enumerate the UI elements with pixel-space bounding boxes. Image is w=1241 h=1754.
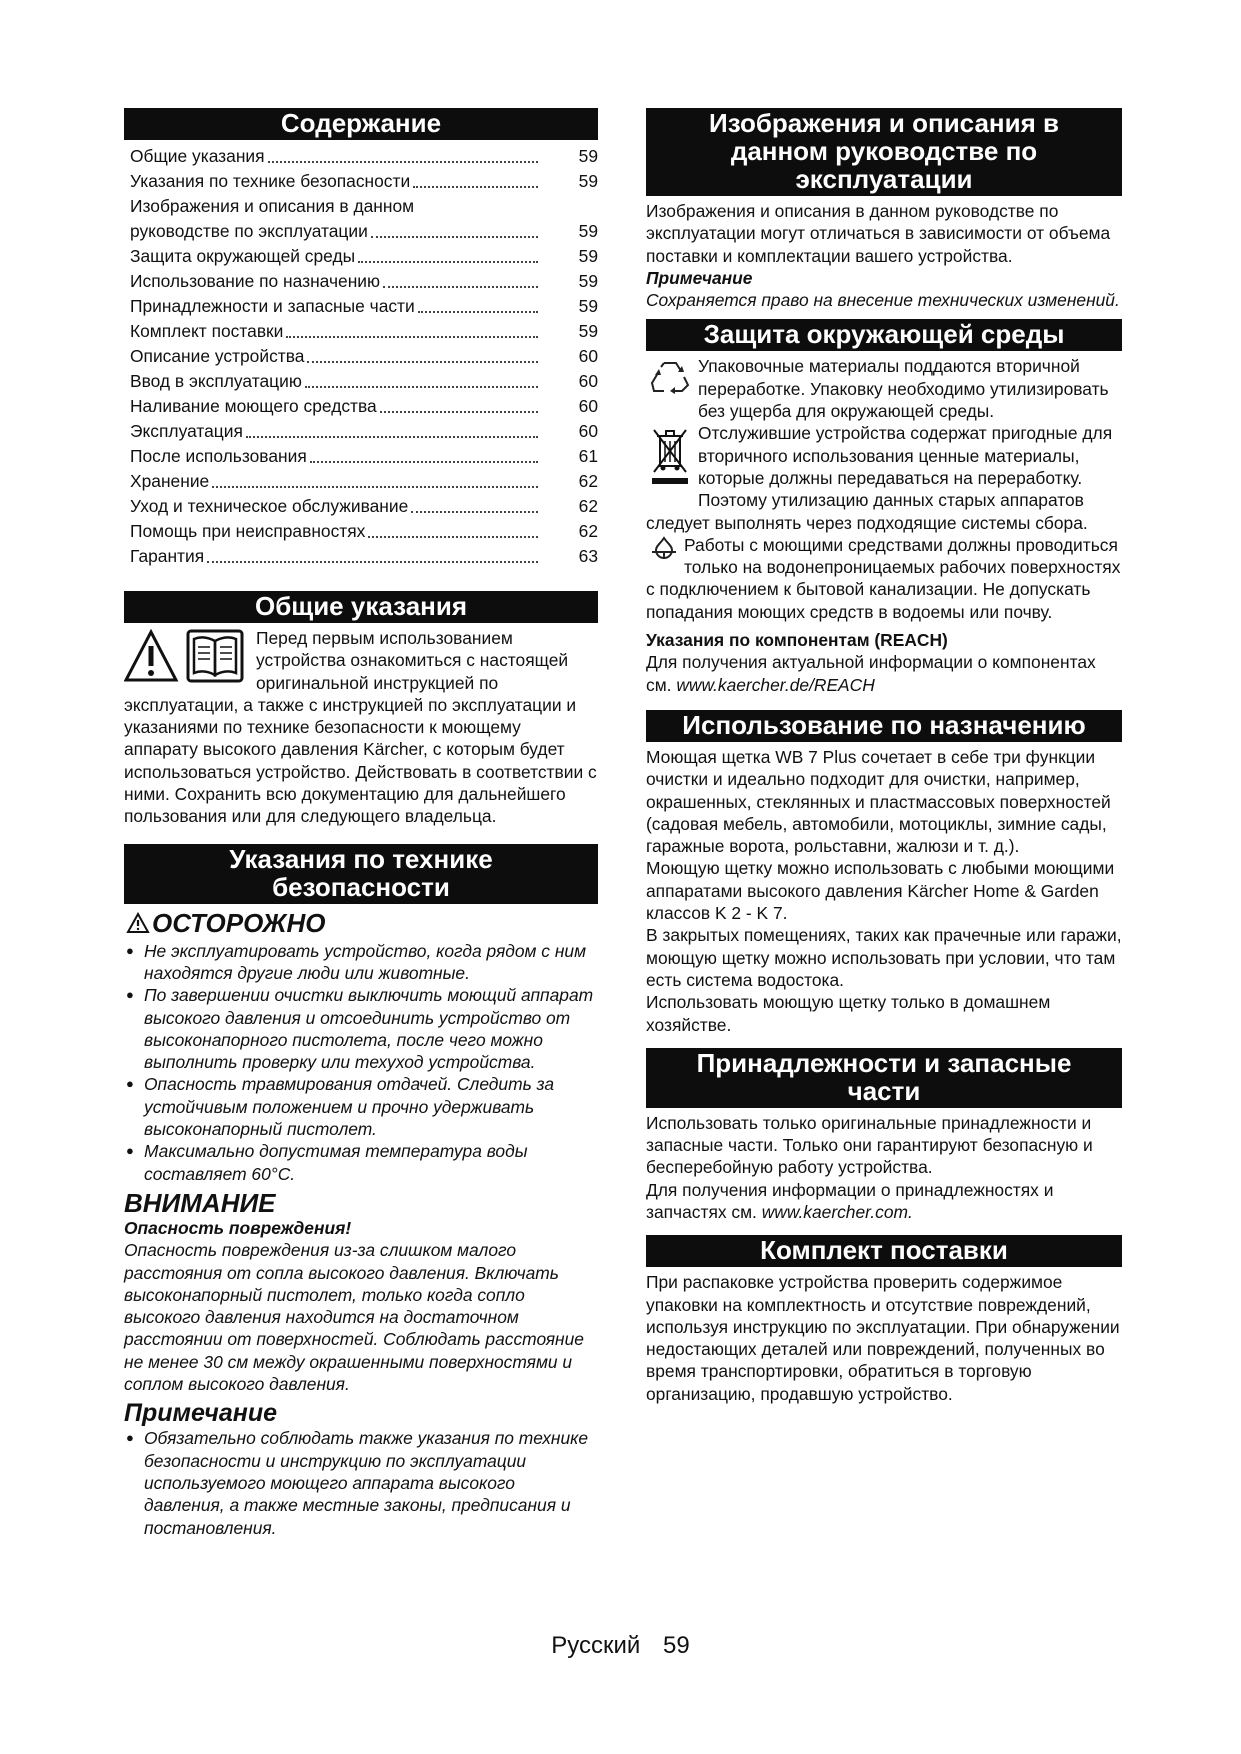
toc-item-label: руководстве по эксплуатации xyxy=(130,221,368,241)
attention-text: Опасность повреждения из-за слишком малого расстояния от сопла высокого давления. Включать высоконапорный пистолет, только когда сопло высокого давления находится на достаточном расстоянии от поверхностей. Соблюдать расстояние не менее 30 см между окрашенными поверхностями и соплом высокого давления. xyxy=(124,1240,584,1395)
toc-item[interactable] xyxy=(124,444,598,469)
toc-title: Содержание xyxy=(280,108,442,138)
toc-item-page: 59 xyxy=(578,171,598,191)
toc-dots xyxy=(380,411,538,413)
toc-dots xyxy=(411,511,538,513)
warning-triangle-icon xyxy=(126,632,176,680)
toc-item[interactable] xyxy=(124,494,598,519)
toc-item-page: 59 xyxy=(578,146,598,166)
environment-title: Защита окружающей среды xyxy=(703,319,1065,350)
images-text: Изображения и описания в данном руководстве по эксплуатации могут отличаться в зависимости от объема поставки и комплектации вашего устройства. xyxy=(646,201,1111,266)
spacer xyxy=(124,828,598,844)
toc-item[interactable] xyxy=(124,169,598,194)
toc-dots xyxy=(358,261,538,263)
toc-dots xyxy=(246,436,538,438)
safety-title-line2: безопасности xyxy=(272,871,450,902)
images-title-line3: эксплуатации xyxy=(795,164,973,194)
toc-item-label: Наливание моющего средства xyxy=(130,396,377,416)
spacer xyxy=(646,1223,1122,1235)
general-section xyxy=(124,627,598,828)
note-list xyxy=(124,1427,598,1538)
toc-item-label: Хранение xyxy=(130,471,210,491)
accessories-paragraph-2 xyxy=(646,1179,1122,1224)
weee-text: Отслужившие устройства содержат пригодные для вторичного использования ценные материалы, которые должны передаваться на переработку. Поэтому утилизацию данных старых аппаратов следует выполнять через подходящие системы сбора. xyxy=(646,423,1113,533)
toc-item-page: 62 xyxy=(578,496,598,516)
images-title-line2: данном руководстве по xyxy=(730,136,1038,166)
images-title-line1: Изображения и описания в xyxy=(709,108,1059,138)
toc-item[interactable] xyxy=(124,344,598,369)
images-note-text: Сохраняется право на внесение технических изменений. xyxy=(646,290,1120,311)
toc-item-page: 60 xyxy=(578,421,598,441)
general-icons xyxy=(124,629,246,690)
drop-tap-icon xyxy=(650,536,678,560)
toc-dots xyxy=(310,461,538,463)
toc-item[interactable] xyxy=(124,419,598,444)
usage-paragraph-4: Использовать моющую щетку только в домашнем хозяйстве. xyxy=(646,992,1051,1035)
toc-item-page: 60 xyxy=(578,346,598,366)
delivery-text: При распаковке устройства проверить содержимое упаковки на комплектность и отсутствие повреждений, используя инструкцию по эксплуатации. При обнаружении недостающих деталей или повреждений, полученных во время транспортировки, обратиться в торговую организацию, продавшую устройство. xyxy=(646,1272,1120,1404)
toc-item[interactable] xyxy=(124,319,598,344)
right-column xyxy=(646,108,1122,1405)
toc-item[interactable] xyxy=(124,219,598,244)
safety-header xyxy=(124,844,598,904)
usage-title: Использование по назначению xyxy=(682,709,1086,740)
recycle-icon xyxy=(650,359,690,395)
list-item: ● Обязательно соблюдать также указания по технике безопасности и инструкцию по эксплуатации используемого моющего аппарата высокого давления, а также местные законы, предписания и постановления. xyxy=(124,1427,598,1538)
toc-dots xyxy=(207,561,538,563)
crossed-bin-icon xyxy=(650,426,690,486)
toc-item-page: 59 xyxy=(578,246,598,266)
images-note-title: Примечание xyxy=(646,267,753,288)
warning-list xyxy=(124,940,598,1185)
reach-text: Для получения актуальной информации о компонентах см. xyxy=(646,652,1096,695)
general-text: Перед первым использованием устройства ознакомиться с настоящей оригинальной инструкцией по эксплуатации, а также с инструкцией по эксплуатации и указаниями по технике безопасности к моющему аппарату высокого давления Kärcher, с которым будет использоваться устройство. Действовать в соответствии с ними. Сохранить всю документацию для дальнейшего пользования или для следующего владельца. xyxy=(124,628,597,827)
toc-item-label: Уход и техническое обслуживание xyxy=(130,496,409,516)
accessories-header xyxy=(646,1048,1122,1108)
toc-dots xyxy=(368,536,538,538)
toc-item-page: 60 xyxy=(578,396,598,416)
toc-dots xyxy=(286,336,538,338)
accessories-paragraph-1: Использовать только оригинальные принадлежности и запасные части. Только они гарантируют безопасную и бесперебойную работу устройства. xyxy=(646,1112,1093,1178)
delivery-header xyxy=(646,1235,1122,1267)
toc-dots xyxy=(212,486,538,488)
recycle-block xyxy=(646,355,1122,422)
accessories-link[interactable]: www.kaercher.com. xyxy=(761,1201,913,1222)
table-of-contents xyxy=(124,144,598,569)
recycle-icon-wrap xyxy=(650,359,690,400)
toc-item-label: Ввод в эксплуатацию xyxy=(130,371,302,391)
toc-item-page: 60 xyxy=(578,371,598,391)
toc-item-page: 62 xyxy=(578,471,598,491)
weee-block xyxy=(646,422,1122,533)
toc-item-label: Гарантия xyxy=(130,546,205,566)
general-title: Общие указания xyxy=(254,591,468,621)
toc-item[interactable] xyxy=(124,394,598,419)
accessories-title-line2: части xyxy=(847,1075,921,1106)
toc-item-page: 59 xyxy=(578,296,598,316)
general-header xyxy=(124,591,598,623)
list-item: ● Не эксплуатировать устройство, когда рядом с ним находятся другие люди или животные. xyxy=(124,940,598,985)
toc-dots xyxy=(413,186,538,188)
crossed-bin-icon-wrap xyxy=(650,426,690,491)
drop-tap-icon-wrap xyxy=(650,536,678,565)
toc-item-label: Описание устройства xyxy=(130,346,305,366)
toc-item-page: 61 xyxy=(578,446,598,466)
reach-title: Указания по компонентам (REACH) xyxy=(646,630,948,651)
toc-item-label-line1[interactable]: Изображения и описания в данном xyxy=(130,196,415,216)
detergent-text: Работы с моющими средствами должны проводиться только на водонепроницаемых рабочих поверхностях с подключением к бытовой канализации. Не допускать попадания моющих средств в водоемы или почву. xyxy=(646,534,1121,622)
footer-page-number: 59 xyxy=(663,1632,690,1659)
toc-item-label: После использования xyxy=(130,446,307,466)
accessories-title-line1: Принадлежности и запасные xyxy=(696,1047,1072,1078)
spacer xyxy=(646,696,1122,710)
delivery-title: Комплект поставки xyxy=(760,1235,1008,1266)
warning-title: ОСТОРОЖНО xyxy=(152,907,326,938)
toc-item[interactable] xyxy=(124,519,598,544)
toc-item-page: 59 xyxy=(578,321,598,341)
environment-header xyxy=(646,319,1122,351)
toc-item-page: 63 xyxy=(578,546,598,566)
attention-title: ВНИМАНИЕ xyxy=(124,1187,276,1218)
toc-item-page: 59 xyxy=(578,271,598,291)
spacer xyxy=(646,311,1122,319)
toc-item[interactable] xyxy=(124,544,598,569)
usage-header xyxy=(646,710,1122,742)
toc-item-label: Эксплуатация xyxy=(130,421,243,441)
page-footer xyxy=(0,1632,1241,1660)
toc-item-label: Комплект поставки xyxy=(130,321,284,341)
toc-item[interactable] xyxy=(124,294,598,319)
toc-dots xyxy=(371,236,538,238)
footer-language: Русский xyxy=(551,1632,641,1659)
warning-heading xyxy=(126,908,598,938)
usage-paragraph-3: В закрытых помещениях, таких как прачечные или гаражи, моющую щетку можно использовать при условии, что там есть система водостока. xyxy=(646,925,1122,990)
usage-paragraph-2: Моющую щетку можно использовать с любыми моющими аппаратами высокого давления Kärcher Home & Garden классов K 2 - K 7. xyxy=(646,858,1115,924)
toc-item[interactable] xyxy=(124,469,598,494)
toc-item-page: 59 xyxy=(578,221,598,241)
manual-warning-icons xyxy=(124,629,246,685)
usage-paragraph-1: Моющая щетка WB 7 Plus сочетает в себе три функции очистки и идеально подходит для очистки, например, окрашенных, стеклянных и пластмассовых поверхностей (садовая мебель, автомобили, мотоциклы, зимние сады, гаражные ворота, рольставни, жалюзи и т. д.). xyxy=(646,746,1111,857)
left-column xyxy=(124,108,598,1539)
toc-header xyxy=(124,108,598,140)
toc-dots xyxy=(305,386,538,388)
toc-item-label: Принадлежности и запасные части xyxy=(130,296,415,316)
list-item: ● По завершении очистки выключить моющий аппарат высокого давления и отсоединить устройство от высоконапорного пистолета, после чего можно выполнить проверку или техуход устройства. xyxy=(124,984,598,1073)
toc-dots xyxy=(418,311,538,313)
reach-link[interactable]: www.kaercher.de/REACH xyxy=(676,674,875,695)
images-header xyxy=(646,108,1122,196)
warning-triangle-icon xyxy=(126,912,150,934)
attention-subtitle: Опасность повреждения! xyxy=(124,1217,352,1238)
toc-item[interactable] xyxy=(124,269,598,294)
accessories-text: Для получения информации о принадлежностях и запчастях см. xyxy=(646,1179,1054,1222)
toc-item[interactable] xyxy=(124,369,598,394)
safety-title-line1: Указания по технике xyxy=(229,843,493,874)
toc-item[interactable] xyxy=(124,244,598,269)
toc-dots xyxy=(268,161,538,163)
toc-item-page: 62 xyxy=(578,521,598,541)
toc-dots xyxy=(383,286,538,288)
toc-item-label: Защита окружающей среды xyxy=(130,246,356,266)
note-title: Примечание xyxy=(124,1399,278,1428)
manual-book-icon xyxy=(188,631,242,681)
spacer xyxy=(646,1036,1122,1048)
toc-item-label: Помощь при неисправностях xyxy=(130,521,366,541)
toc-item-label: Общие указания xyxy=(130,146,265,166)
toc-item-label: Указания по технике безопасности xyxy=(130,171,411,191)
list-item: ● Максимально допустимая температура воды составляет 60°C. xyxy=(124,1140,598,1185)
detergent-block xyxy=(646,534,1122,623)
toc-item-label: Использование по назначению xyxy=(130,271,381,291)
toc-item[interactable] xyxy=(124,144,598,169)
reach-paragraph xyxy=(646,651,1122,696)
list-item: ● Опасность травмирования отдачей. Следить за устойчивым положением и прочно удерживать высоконапорный пистолет. xyxy=(124,1073,598,1140)
recycle-text: Упаковочные материалы поддаются вторичной переработке. Упаковку необходимо утилизировать без ущерба для окружающей среды. xyxy=(698,356,1109,422)
toc-dots xyxy=(307,361,538,363)
